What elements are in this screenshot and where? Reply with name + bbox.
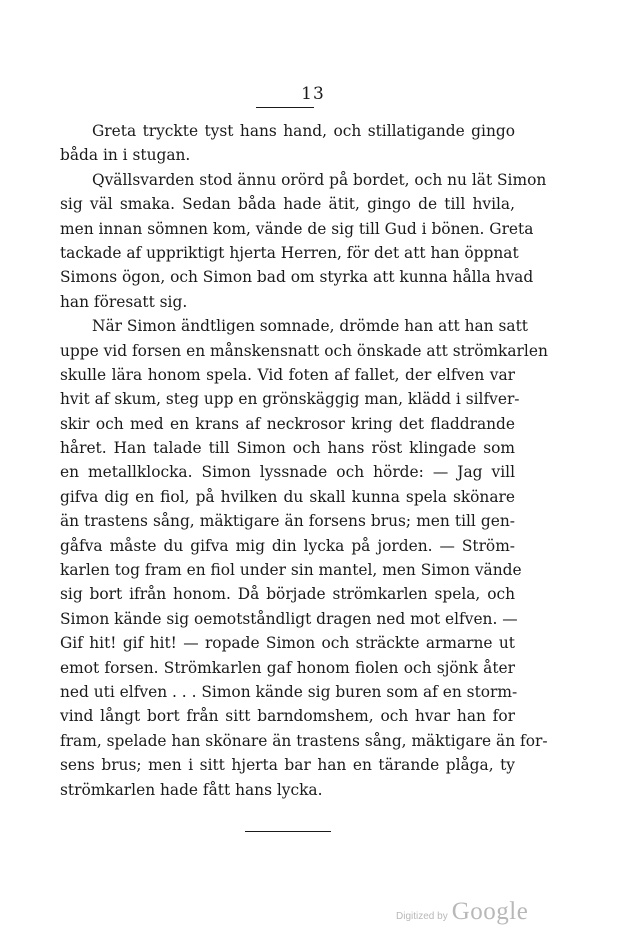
text-line: strömkarlen hade fått hans lycka. — [60, 780, 323, 799]
text-line: en metallklocka. Simon lyssnade och hörde: — Jag vill — [60, 463, 515, 482]
watermark-prefix: Digitized by — [396, 911, 448, 922]
text-line: sig väl smaka. Sedan båda hade ätit, gingo de till hvila, — [60, 195, 515, 214]
text-line: än trastens sång, mäktigare än forsens brus; men till gen- — [60, 512, 515, 531]
text-line: emot forsen. Strömkarlen gaf honom fiolen och sjönk åter — [60, 658, 515, 677]
text-line: Qvällsvarden stod ännu orörd på bordet, och nu lät Simon — [92, 170, 547, 189]
text-line: gifva dig en fiol, på hvilken du skall kunna spela skönare — [60, 487, 515, 506]
text-line: sig bort ifrån honom. Då började strömkarlen spela, och — [60, 585, 515, 604]
text-line: han föresatt sig. — [60, 292, 188, 311]
text-line: men innan sömnen kom, vände de sig till Gud i bönen. Greta — [60, 219, 534, 238]
text-line: skulle lära honom spela. Vid foten af fallet, der elfven var — [60, 365, 515, 384]
text-line: båda in i stugan. — [60, 146, 191, 165]
text-line: När Simon ändtligen somnade, drömde han att han satt — [92, 317, 528, 336]
text-line: uppe vid forsen en månskensnatt och önskade att strömkarlen — [60, 341, 548, 360]
google-logo: Google — [451, 898, 529, 925]
text-line: sens brus; men i sitt hjerta bar han en tärande plåga, ty — [60, 756, 515, 775]
text-line: hvit af skum, steg upp en grönskäggig man, klädd i silfver- — [60, 390, 520, 409]
text-line: vind långt bort från sitt barndomshem, och hvar han for — [60, 707, 515, 726]
body-text — [60, 119, 548, 802]
text-line: tackade af uppriktigt hjerta Herren, för det att han öppnat — [60, 243, 519, 262]
text-line: gåfva måste du gifva mig din lycka på jorden. — Ström- — [60, 536, 515, 555]
text-line: Simons ögon, och Simon bad om styrka att kunna hålla hvad — [60, 268, 534, 287]
text-line: karlen tog fram en fiol under sin mantel, men Simon vände — [60, 561, 522, 580]
text-line: Greta tryckte tyst hans hand, och stillatigande gingo — [92, 122, 515, 140]
text-line: Simon kände sig oemotståndligt dragen ned mot elfven. — — [60, 609, 518, 628]
text-line: håret. Han talade till Simon och hans röst klingade som — [60, 439, 515, 458]
end-of-section-rule — [245, 831, 331, 832]
digitization-watermark — [396, 898, 528, 934]
page-number-underline — [256, 107, 314, 108]
page-number: 13 — [301, 84, 325, 104]
text-line: skir och med en krans af neckrosor kring det fladdrande — [60, 414, 515, 433]
text-line: fram, spelade han skönare än trastens sång, mäktigare än for- — [60, 731, 548, 750]
text-line: ned uti elfven . . . Simon kände sig buren som af en storm- — [60, 682, 518, 701]
text-line: Gif hit! gif hit! — ropade Simon och sträckte armarne ut — [60, 634, 515, 653]
